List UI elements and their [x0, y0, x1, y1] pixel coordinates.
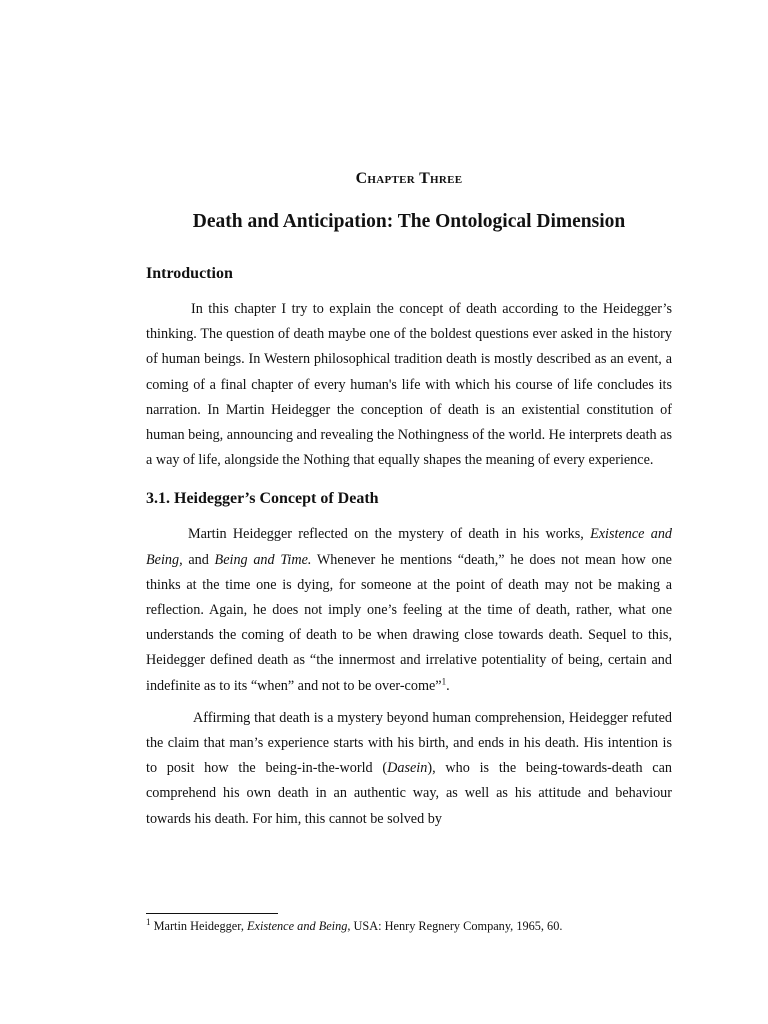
paragraph-text: Martin Heidegger reflected on the mystery of death in his works, [188, 526, 591, 543]
section-heading-3-1: 3.1. Heidegger’s Concept of Death [146, 490, 379, 508]
term-dasein: Dasein [387, 760, 428, 777]
footnote [146, 918, 672, 935]
paragraph-heidegger-concept [146, 522, 672, 698]
footnote-text: , USA: Henry Regnery Company, 1965, 60. [347, 919, 563, 933]
introduction-paragraph: In this chapter I try to explain the concept of death according to the Heidegger’s thinking. The question of death maybe one of the boldest questions ever asked in the history of human beings. In Western philosophical tradition death is mostly described as an event, a coming of a final chapter of every human's life with which his course of life concludes its narration. In Martin Heidegger the conception of death is an existential constitution of human being, announcing and revealing the Nothingness of the world. He interprets death as a way of life, alongside the Nothing that equally shapes the meaning of every experience. [146, 301, 672, 469]
paragraph-text: Affirming that death is a mystery beyond human comprehension, Heidegger refuted the claim that man’s experience starts with his birth, and ends in his death. His intention is to posit how the being-in-the-world ( [146, 709, 672, 777]
paragraph-text: ), who is the being-towards-death can comprehend his own death in an authentic way, as well as his attitude and behaviour towards his death. For him, this cannot be solved by [146, 760, 672, 827]
footnote-reference[interactable]: 1 [441, 675, 447, 686]
footnote-number: 1 [146, 916, 151, 927]
footnote-divider [146, 913, 278, 914]
footnote-work-title: Existence and Being [246, 919, 348, 933]
page-content [146, 168, 672, 832]
chapter-title: Death and Anticipation: The Ontological Dimension [192, 211, 626, 232]
work-title: Being and Time. [214, 551, 312, 568]
paragraph-text: . [446, 677, 450, 694]
chapter-label: Chapter Three [355, 170, 463, 187]
paragraph-affirming-death [146, 706, 672, 832]
paragraph-text: and [182, 551, 215, 568]
section-heading-introduction: Introduction [146, 265, 233, 282]
work-title: Existence and Being, [146, 526, 673, 568]
paragraph-text: Whenever he mentions “death,” he does not mean how one thinks at the time one is dying, for someone at the point of death may not be making a reflection. Again, he does not imply one’s feeling at the time of death, rather, what one understands the coming of death to be when drawing close towards death. Sequel to this, Heidegger defined death as “the innermost and irrelative potentiality of being, certain and indefinite as to its “when” and not to be over-come” [146, 551, 672, 694]
footnote-text: Martin Heidegger, [150, 919, 247, 933]
